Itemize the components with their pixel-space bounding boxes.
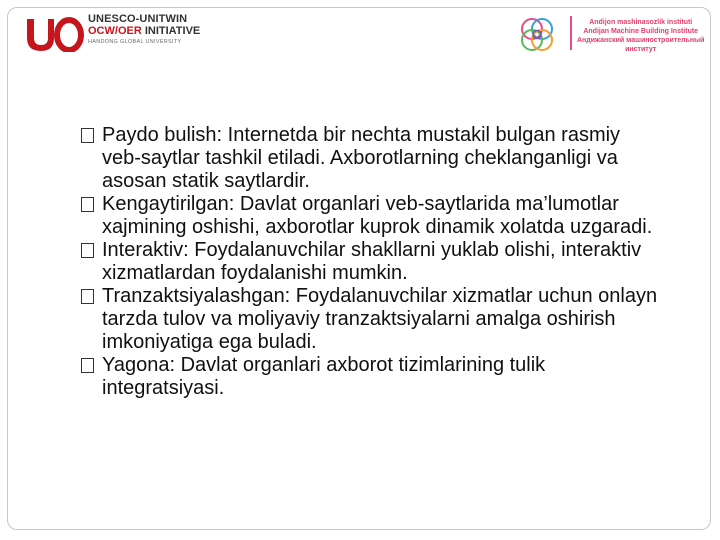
logo-left-line1: UNESCO-UNITWIN bbox=[88, 13, 188, 25]
bullet-text: Yagona: Davlat organlari axborot tizimlarining tulik integratsiyasi. bbox=[102, 354, 546, 399]
andijan-institute-logo bbox=[510, 12, 710, 60]
checkbox-icon bbox=[81, 358, 94, 373]
checkbox-icon bbox=[81, 289, 94, 304]
bullet-text: Paydo bulish: Internetda bir nechta mustakil bulgan rasmiy veb-saytlar tashkil etiladi. Axborotlarning cheklanganligi va asosan statik saytlardir. bbox=[102, 124, 621, 192]
unesco-unitwin-logo bbox=[24, 14, 224, 56]
logo-right-line4: институт bbox=[625, 46, 657, 53]
logo-left-line2-rest: INITIATIVE bbox=[141, 25, 201, 37]
list-item bbox=[81, 193, 661, 239]
logo-right-line1: Andijon mashinasozlik instituti bbox=[589, 19, 693, 26]
bullet-text: Kengaytirilgan: Davlat organlari veb-saytlarida ma’lumotlar xajmining oshishi, axborotlar kuprok dinamik xolatda uzgaradi. bbox=[102, 193, 653, 238]
list-item bbox=[81, 354, 661, 400]
list-item bbox=[81, 124, 661, 193]
logo-divider bbox=[570, 16, 572, 50]
bullet-text: Interaktiv: Foydalanuvchilar shakllarni yuklab olishi, interaktiv xizmatlardan foydalanishi mumkin. bbox=[102, 239, 642, 284]
logo-left-line3: HANDONG GLOBAL UNIVERSITY bbox=[88, 39, 182, 45]
list-item bbox=[81, 239, 661, 285]
checkbox-icon bbox=[81, 197, 94, 212]
bullet-list bbox=[81, 124, 661, 400]
logo-right-line3: Андижанский машиностроительный bbox=[577, 37, 705, 44]
bullet-text: Tranzaktsiyalashgan: Foydalanuvchilar xizmatlar uchun onlayn tarzda tulov va moliyaviy tranzaktsiyalarni amalga oshirish imkoniyatiga ega buladi. bbox=[102, 285, 658, 353]
logo-left-line2-accent: OCW/OER bbox=[88, 25, 142, 37]
checkbox-icon bbox=[81, 128, 94, 143]
uo-logo-mark-icon bbox=[24, 16, 84, 52]
list-item bbox=[81, 285, 661, 354]
logo-right-text bbox=[577, 18, 704, 54]
logo-right-line2: Andijan Machine Building Institute bbox=[583, 28, 699, 35]
checkbox-icon bbox=[81, 243, 94, 258]
institute-emblem-icon bbox=[510, 14, 566, 56]
logo-left-line2 bbox=[88, 26, 200, 37]
